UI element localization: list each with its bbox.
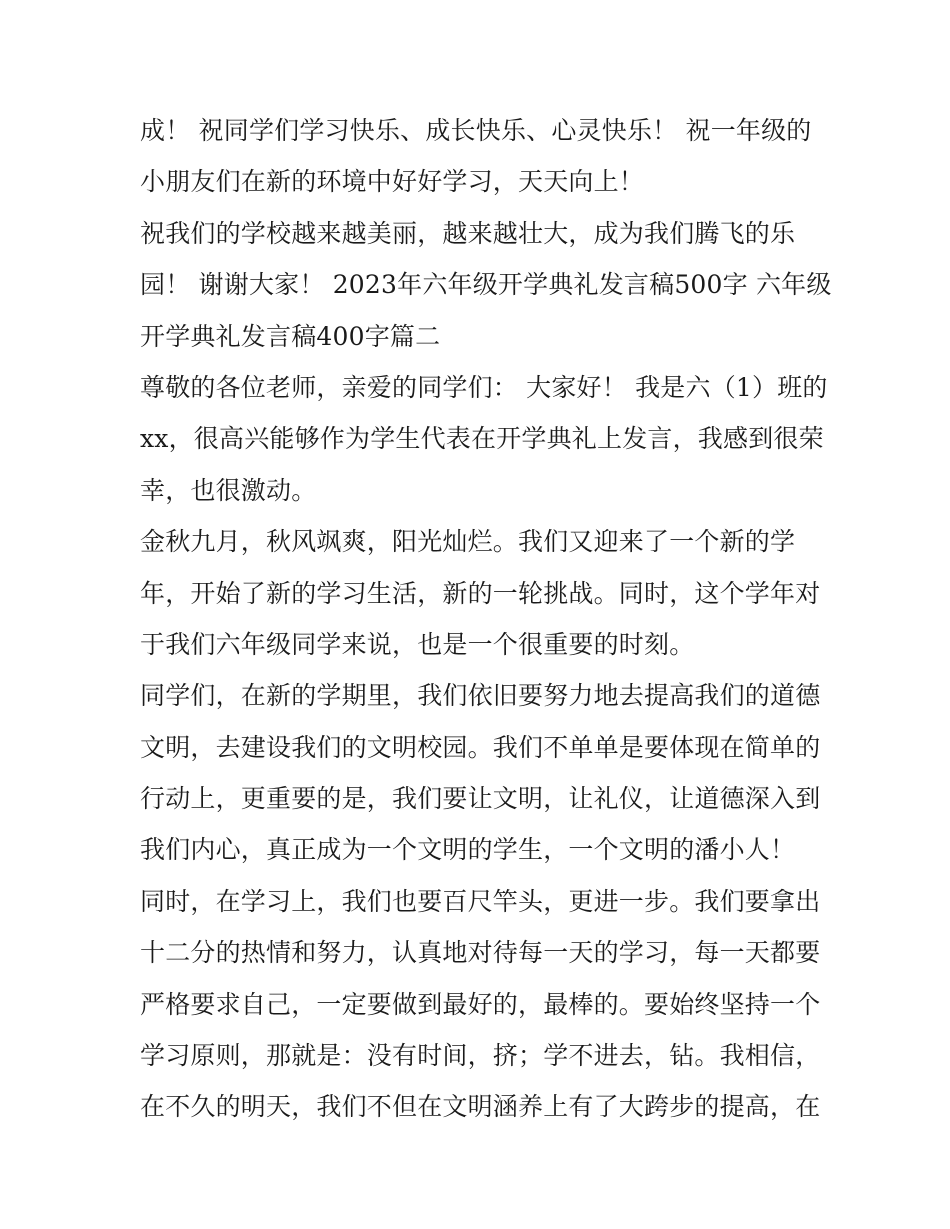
- text-line: 同学们，在新的学期里，我们依旧要努力地去提高我们的道德: [140, 681, 821, 711]
- text-line: 我们内心，真正成为一个文明的学生，一个文明的潘小人！: [140, 835, 796, 865]
- text-line: 文明，去建设我们的文明校园。我们不单单是要体现在简单的: [140, 732, 821, 762]
- text-line: 十二分的热情和努力，认真地对待每一天的学习，每一天都要: [140, 938, 821, 968]
- text-line: 开学典礼发言稿400字篇二: [140, 321, 441, 351]
- text-line: 于我们六年级同学来说，也是一个很重要的时刻。: [140, 629, 695, 659]
- paragraph: [140, 876, 821, 1133]
- text-line: xx，很高兴能够作为学生代表在开学典礼上发言，我感到很荣: [140, 424, 824, 454]
- text-line: 尊敬的各位老师，亲爱的同学们： 大家好！ 我是六（1）班的: [140, 372, 828, 402]
- text-line: 在不久的明天，我们不但在文明涵养上有了大跨步的提高，在: [140, 1092, 821, 1122]
- text-line: 年，开始了新的学习生活，新的一轮挑战。同时，这个学年对: [140, 578, 821, 608]
- paragraph: [140, 208, 832, 362]
- paragraph: [140, 362, 828, 516]
- text-line: 金秋九月，秋风飒爽，阳光灿烂。我们又迎来了一个新的学: [140, 527, 796, 557]
- text-line: 学习原则，那就是：没有时间，挤；学不进去，钻。我相信，: [140, 1041, 821, 1071]
- text-line: 成！ 祝同学们学习快乐、成长快乐、心灵快乐！ 祝一年级的: [140, 116, 812, 145]
- text-line: 行动上，更重要的是，我们要让文明，让礼仪，让道德深入到: [140, 784, 821, 814]
- text-line: 园！ 谢谢大家！ 2023年六年级开学典礼发言稿500字 六年级: [140, 270, 832, 300]
- paragraph: [140, 516, 821, 670]
- text-line: 严格要求自己，一定要做到最好的，最棒的。要始终坚持一个: [140, 989, 821, 1019]
- paragraph: [140, 105, 815, 208]
- document-body: [140, 105, 832, 1133]
- text-line: 祝我们的学校越来越美丽，越来越壮大，成为我们腾飞的乐: [140, 218, 796, 248]
- paragraph: [140, 670, 821, 876]
- text-line: 同时，在学习上，我们也要百尺竿头，更进一步。我们要拿出: [140, 886, 821, 916]
- text-line: 小朋友们在新的环境中好好学习，天天向上！: [140, 167, 645, 197]
- text-line: 幸，也很激动。: [140, 475, 317, 505]
